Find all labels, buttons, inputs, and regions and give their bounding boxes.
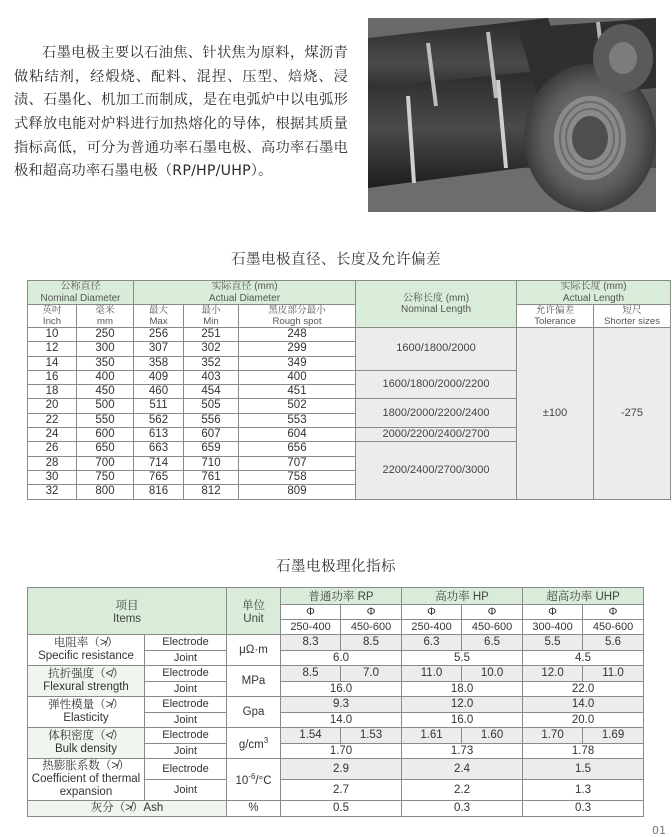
graphite-electrode-illustration: [368, 18, 656, 212]
table-row: Joint 16.0 18.0 22.0: [28, 681, 644, 697]
table-row: 32 800 816 812 809: [28, 485, 671, 499]
shorter-sizes-header: 短尺 Shorter sizes: [594, 305, 671, 328]
table-row: 16 400 409 403 400 1600/1800/2000/2200: [28, 370, 671, 384]
table-row: 24 600 613 607 604 2000/2200/2400/2700: [28, 428, 671, 442]
inch-header: 英吋 Inch: [28, 305, 77, 328]
nominal-length-cell: 2200/2400/2700/3000: [356, 442, 517, 499]
table-row: 30 750 765 761 758: [28, 470, 671, 484]
thermal-label: 热膨胀系数（≯） Coefficient of thermal expansion: [28, 759, 145, 801]
actual-diameter-header: 实际直径 (mm) Actual Diameter: [134, 281, 356, 305]
table-row: Joint 1.70 1.73 1.78: [28, 743, 644, 759]
min-header: 最小 Min: [184, 305, 239, 328]
resistance-label: 电阻率（≯） Specific resistance: [28, 635, 145, 666]
table-row: Joint 2.7 2.2 1.3: [28, 780, 644, 801]
elasticity-label: 弹性模量（≯） Elasticity: [28, 697, 145, 728]
table-row: 热膨胀系数（≯） Coefficient of thermal expansion Electrode $10^{-6}/^\circ C$ 2.9 2.4 1.5: [28, 759, 644, 780]
physical-chemical-table: 项目 Items 单位 Unit 普通功率 RP 高功率 HP 超高功率 UHP Φ Φ Φ Φ Φ Φ 250-400 450-600 250-400 450-600 300-400 450-600 电阻率（≯） Specific resistance Electrode μΩ·m 8.3 8.5 6.3 6.5 5.5 5.6 Joint 6.0 5.5 4.5 抗折强度（≮） Flexural strength Electrode MPa 8.5 7.0 11.0 10.0 12.0 11.0 Joint 16.0 18.0 22.0 弹性模量（≯） Elasticity Electrode Gpa 9.3 12.0 14.0 Joint 14.0 16.0 20.0 体积密度（≮） Bulk density Electrode $g/cm^3$ 1.54 1.53 1.61 1.60 1.70 1.69 Joint 1.70 1.73 1.78 热膨胀系数（≯） Coefficient of thermal expansion Electrode $10^{-6}/^\circ C$ 2.9 2.4 1.5 Joint 2.7 2.2 1.3 灰分（≯）Ash % 0.5 0.3 0.3: [27, 587, 644, 817]
table1-title: 石墨电极直径、长度及允许偏差: [231, 252, 441, 268]
nominal-length-cell: 1600/1800/2000: [356, 328, 517, 371]
page-number: 01: [652, 824, 666, 837]
density-label: 体积密度（≮） Bulk density: [28, 728, 145, 759]
table-row: 12 300 307 302 299: [28, 342, 671, 356]
tolerance-header: 允许偏差 Tolerance: [517, 305, 594, 328]
ash-label: 灰分（≯）Ash: [28, 801, 227, 817]
flexural-label: 抗折强度（≮） Flexural strength: [28, 666, 145, 697]
intro-paragraph: 石墨电极主要以石油焦、针状焦为原料，煤沥青做粘结剂，经煅烧、配料、混捏、压型、焙烧、浸渍、石墨化、机加工而制成，是在电弧炉中以电弧形式释放电能对炉料进行加热熔化的导体，根据其质量指标高低，可分为普通功率石墨电极、高功率石墨电极和超高功率石墨电极（RP/HP/UHP）。: [14, 45, 348, 180]
table-row: 28 700 714 710 707: [28, 456, 671, 470]
nominal-diameter-header: 公称直径 Nominal Diameter: [28, 281, 134, 305]
density-unit: $g/cm^3$: [227, 728, 281, 759]
table-row: 电阻率（≯） Specific resistance Electrode μΩ·m 8.3 8.5 6.3 6.5 5.5 5.6: [28, 635, 644, 651]
table-row: 26 650 663 659 656 2200/2400/2700/3000: [28, 442, 671, 456]
max-header: 最大 Max: [134, 305, 184, 328]
rp-header: 普通功率 RP: [281, 588, 402, 605]
table2-title: 石墨电极理化指标: [276, 559, 396, 575]
table-row: 体积密度（≮） Bulk density Electrode $g/cm^3$ 1.54 1.53 1.61 1.60 1.70 1.69: [28, 728, 644, 744]
table-row: Joint 14.0 16.0 20.0: [28, 712, 644, 728]
actual-length-header: 实际长度 (mm) Actual Length: [517, 281, 671, 305]
items-header: 项目 Items: [28, 588, 227, 635]
graphite-electrode-photo: [368, 18, 656, 212]
table-row: 22 550 562 556 553: [28, 413, 671, 427]
rough-spot-header: 黑皮部分最小 Rough spot: [239, 305, 356, 328]
table-row: 弹性模量（≯） Elasticity Electrode Gpa 9.3 12.0 14.0: [28, 697, 644, 713]
shorter-sizes-cell: -275: [594, 328, 671, 500]
nominal-length-header: 公称长度 (mm) Nominal Length: [356, 281, 517, 328]
tolerance-cell: ±100: [517, 328, 594, 500]
nominal-length-cell: 1800/2000/2200/2400: [356, 399, 517, 428]
hp-header: 高功率 HP: [402, 588, 523, 605]
table-row: 14 350 358 352 349: [28, 356, 671, 370]
mm-header: 毫米 mm: [77, 305, 134, 328]
table-row: 抗折强度（≮） Flexural strength Electrode MPa 8.5 7.0 11.0 10.0 12.0 11.0: [28, 666, 644, 682]
uhp-header: 超高功率 UHP: [523, 588, 644, 605]
thermal-unit: $10^{-6}/^\circ C$: [227, 759, 281, 801]
table-row: 灰分（≯）Ash % 0.5 0.3 0.3: [28, 801, 644, 817]
diameter-length-table: [27, 280, 671, 500]
table-row: 20 500 511 505 502 1800/2000/2200/2400: [28, 399, 671, 413]
unit-header: 单位 Unit: [227, 588, 281, 635]
table-row: 10 250 256 251 248 1600/1800/2000 ±100 -275: [28, 328, 671, 342]
table-row: Joint 6.0 5.5 4.5: [28, 650, 644, 666]
nominal-length-cell: 2000/2200/2400/2700: [356, 428, 517, 442]
nominal-length-cell: 1600/1800/2000/2200: [356, 370, 517, 399]
table-row: 18 450 460 454 451: [28, 385, 671, 399]
